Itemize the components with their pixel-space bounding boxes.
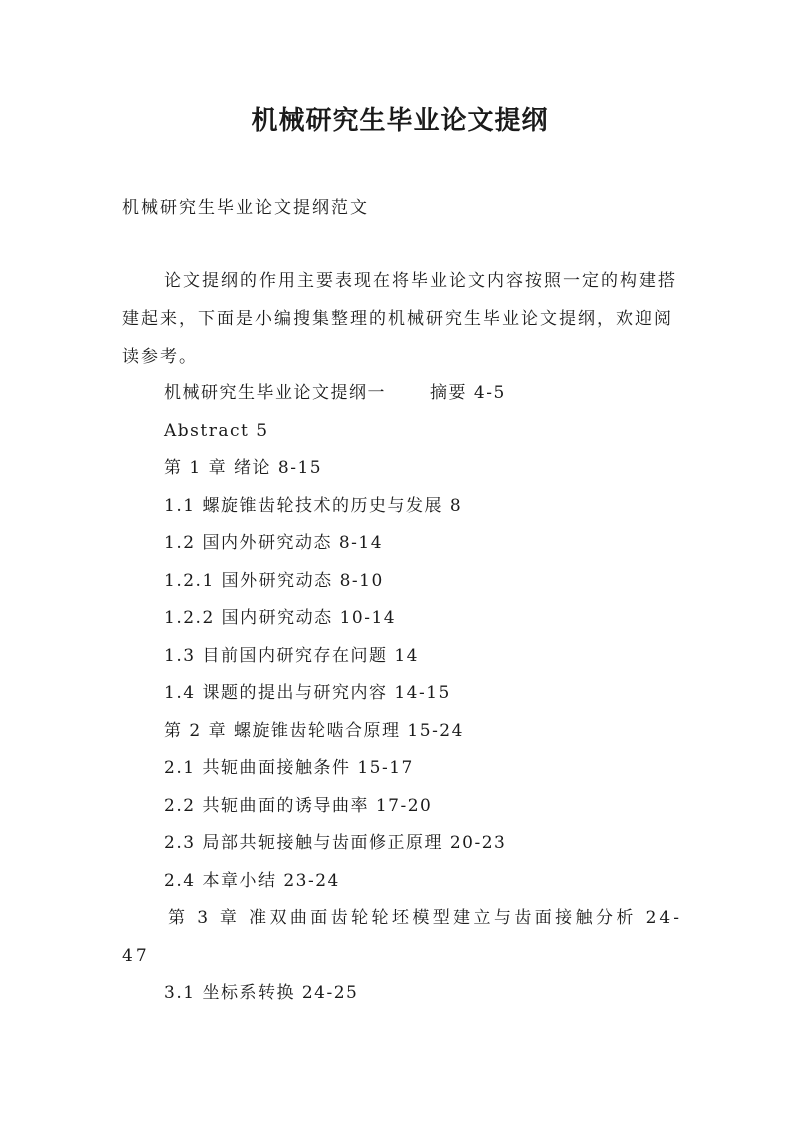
toc-entry: 摘要 4-5 <box>430 383 506 403</box>
toc-entry: 3.1 坐标系转换 24-25 <box>164 983 359 1003</box>
toc-entry: 1.2 国内外研究动态 8-14 <box>164 533 384 553</box>
toc-entry: 2.3 局部共轭接触与齿面修正原理 20-23 <box>164 833 507 853</box>
document-title: 机械研究生毕业论文提纲 <box>251 106 549 136</box>
toc-entry: 1.2.2 国内研究动态 10-14 <box>164 608 397 628</box>
toc-entry: Abstract 5 <box>164 420 269 441</box>
toc-entry: 1.3 目前国内研究存在问题 14 <box>164 645 419 666</box>
toc-entry: 1.4 课题的提出与研究内容 14-15 <box>164 683 451 703</box>
toc-entry: 1.2.1 国外研究动态 8-10 <box>164 570 384 591</box>
toc-entry: 第 1 章 绪论 8-15 <box>164 458 323 478</box>
outline-list <box>122 375 682 1013</box>
toc-entry: 2.1 共轭曲面接触条件 15-17 <box>164 758 414 778</box>
toc-entry: 2.4 本章小结 23-24 <box>164 870 340 891</box>
outline-item <box>122 375 682 413</box>
toc-entry: 第 2 章 螺旋锥齿轮啮合原理 15-24 <box>164 720 464 741</box>
outline-heading: 机械研究生毕业论文提纲一 <box>164 383 386 403</box>
toc-entry: 1.1 螺旋锥齿轮技术的历史与发展 8 <box>164 495 463 516</box>
toc-entry: 第 3 章 准双曲面齿轮轮坯模型建立与齿面接触分析 24-47 <box>122 908 682 966</box>
toc-entry: 2.2 共轭曲面的诱导曲率 17-20 <box>164 795 433 816</box>
document-subtitle: 机械研究生毕业论文提纲范文 <box>122 198 369 218</box>
intro-paragraph: 论文提纲的作用主要表现在将毕业论文内容按照一定的构建搭建起来，下面是小编搜集整理的机械研究生毕业论文提纲，欢迎阅读参考。 <box>122 271 677 367</box>
